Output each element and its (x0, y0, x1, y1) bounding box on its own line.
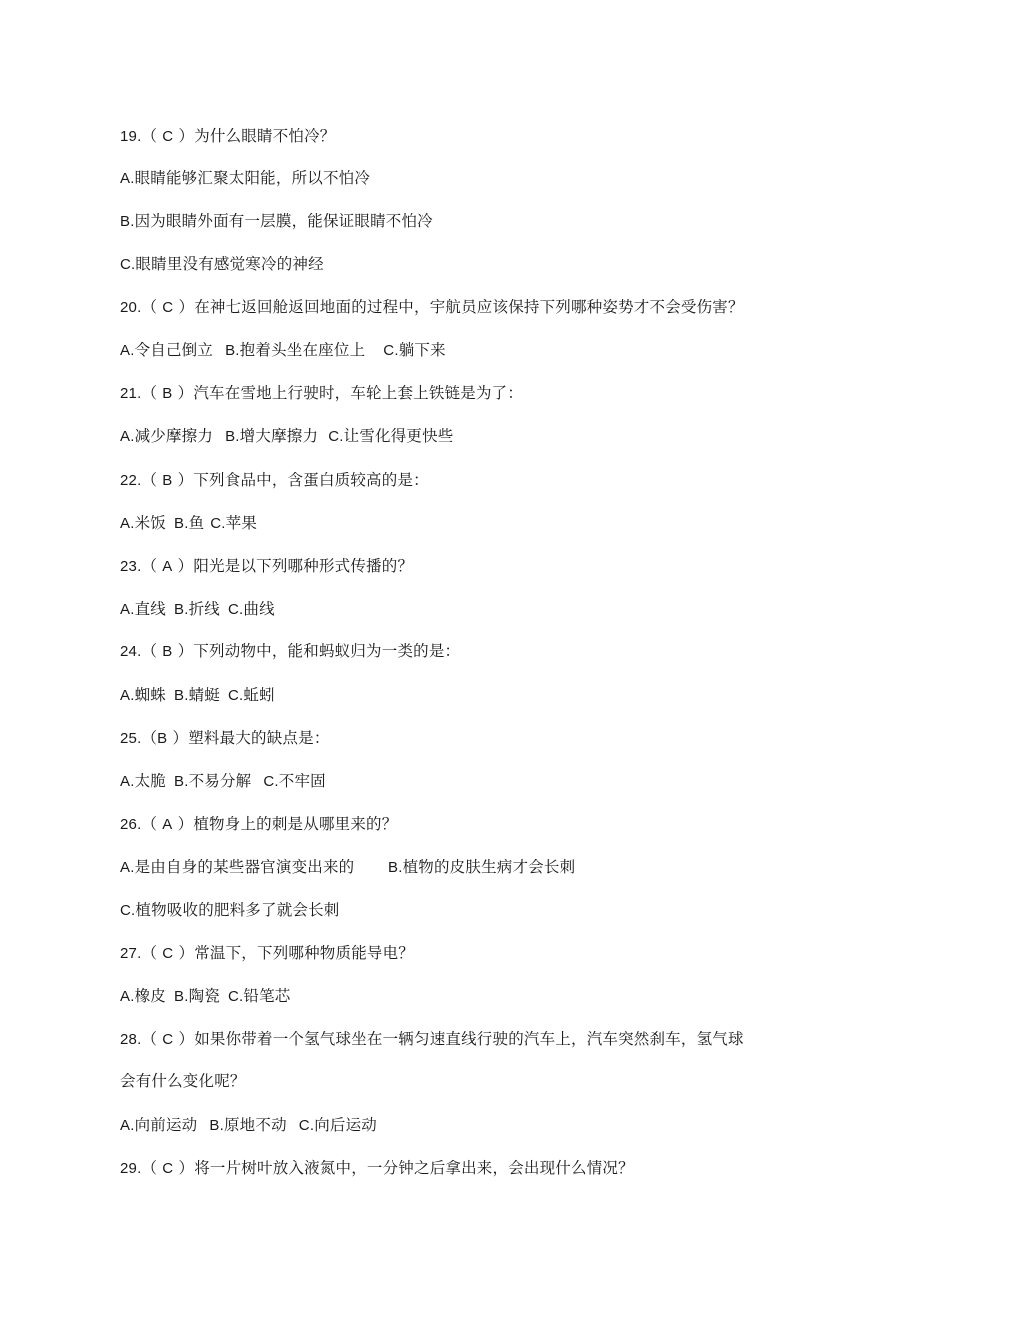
option-text: 增大摩擦力 (239, 427, 319, 445)
answer-close-bracket: ） (177, 642, 194, 660)
option-letter: A. (120, 170, 135, 187)
option-letter: A. (120, 687, 135, 704)
option-text: 直线 (134, 600, 166, 618)
option-text: 是由自身的某些器官演变出来的 (134, 858, 355, 876)
option-text: 因为眼睛外面有一层膜，能保证眼睛不怕冷 (134, 212, 433, 230)
option-text: 铅笔芯 (243, 987, 291, 1005)
option-text: 向前运动 (134, 1116, 198, 1134)
option-line (120, 513, 257, 534)
answer-close-bracket: ） (178, 944, 195, 962)
answer-close-bracket: ） (177, 384, 194, 402)
option-line (120, 857, 354, 878)
question-number: 22. (120, 472, 142, 489)
answer-close-bracket: ） (178, 1159, 195, 1177)
option-text: 蜻蜓 (188, 686, 220, 704)
option-letter: C. (263, 773, 279, 790)
question-number: 28. (120, 1031, 142, 1048)
answer-letter: C (162, 128, 174, 145)
option-letter: B. (173, 515, 189, 532)
question-text: 植物身上的刺是从哪里来的？ (193, 815, 398, 833)
question-28 (120, 1029, 744, 1050)
question-number: 27. (120, 945, 142, 962)
option-letter: B. (120, 213, 135, 230)
answer-open-bracket: （ (141, 384, 158, 402)
option-line (120, 599, 275, 620)
answer-letter: B (162, 472, 173, 489)
option-text: 蚯蚓 (243, 686, 275, 704)
answer-letter: A (162, 816, 173, 833)
answer-close-bracket: ） (172, 729, 189, 747)
question-number: 24. (120, 643, 142, 660)
answer-close-bracket: ） (177, 557, 194, 575)
option-line (120, 340, 446, 361)
answer-letter: A (162, 558, 173, 575)
option-line (120, 211, 433, 232)
option-letter: C. (227, 988, 244, 1005)
answer-letter: C (162, 1031, 174, 1048)
answer-open-bracket: （ (141, 729, 158, 747)
answer-letter: C (162, 945, 174, 962)
option-letter: B. (173, 988, 189, 1005)
option-line (120, 426, 454, 447)
option-text: 曲线 (243, 600, 275, 618)
option-letter: A. (120, 773, 135, 790)
answer-letter: B (162, 385, 173, 402)
question-number: 20. (120, 299, 142, 316)
option-text: 不易分解 (188, 772, 252, 790)
option-line (388, 857, 575, 878)
answer-close-bracket: ） (177, 471, 194, 489)
option-text: 减少摩擦力 (134, 427, 214, 445)
question-28-continued (120, 1071, 246, 1091)
option-letter: B. (225, 342, 240, 359)
option-letter: B. (225, 428, 240, 445)
option-text: 蜘蛛 (134, 686, 166, 704)
option-text: 陶瓷 (188, 987, 220, 1005)
option-letter: A. (120, 601, 135, 618)
answer-open-bracket: （ (141, 298, 158, 316)
option-letter: B. (173, 687, 189, 704)
question-text: 为什么眼睛不怕冷？ (194, 127, 336, 145)
option-text: 苹果 (225, 514, 258, 532)
question-25 (120, 728, 330, 749)
question-23 (120, 556, 413, 577)
question-20 (120, 297, 744, 318)
option-line (120, 254, 324, 275)
question-text: 塑料最大的缺点是： (188, 729, 330, 747)
option-letter: C. (227, 601, 244, 618)
answer-open-bracket: （ (141, 944, 158, 962)
option-text: 躺下来 (398, 341, 446, 359)
answer-open-bracket: （ (141, 557, 158, 575)
option-text: 令自己倒立 (134, 341, 214, 359)
question-number: 23. (120, 558, 142, 575)
answer-open-bracket: （ (141, 1030, 158, 1048)
question-26 (120, 814, 397, 835)
question-27 (120, 943, 414, 964)
question-21 (120, 383, 523, 404)
option-line (120, 1115, 377, 1136)
option-text: 眼睛里没有感觉寒冷的神经 (135, 255, 324, 273)
option-letter: B. (388, 859, 403, 876)
option-letter: B. (209, 1117, 224, 1134)
option-letter: C. (328, 428, 344, 445)
question-22 (120, 470, 429, 491)
answer-close-bracket: ） (178, 298, 195, 316)
option-letter: A. (120, 515, 135, 532)
option-text: 不牢固 (278, 772, 326, 790)
option-letter: A. (120, 428, 135, 445)
question-text-continued: 会有什么变化呢？ (120, 1072, 246, 1090)
question-number: 29. (120, 1160, 142, 1177)
answer-letter: B (162, 643, 173, 660)
option-line (120, 168, 370, 189)
question-number: 26. (120, 816, 142, 833)
option-text: 眼睛能够汇聚太阳能，所以不怕冷 (134, 169, 371, 187)
answer-close-bracket: ） (178, 127, 195, 145)
question-text: 下列动物中，能和蚂蚁归为一类的是： (193, 642, 461, 660)
option-letter: A. (120, 1117, 135, 1134)
option-letter: B. (173, 601, 189, 618)
option-letter: C. (120, 256, 136, 273)
answer-open-bracket: （ (141, 815, 158, 833)
question-text: 如果你带着一个氢气球坐在一辆匀速直线行驶的汽车上，汽车突然刹车，氢气球 (194, 1030, 744, 1048)
option-text: 原地不动 (223, 1116, 287, 1134)
question-text: 常温下，下列哪种物质能导电？ (194, 944, 414, 962)
answer-close-bracket: ） (177, 815, 194, 833)
option-letter: C. (383, 342, 399, 359)
question-number: 19. (120, 128, 142, 145)
question-text: 在神七返回舱返回地面的过程中，宇航员应该保持下列哪种姿势才不会受伤害？ (194, 298, 744, 316)
option-letter: C. (210, 515, 226, 532)
answer-open-bracket: （ (141, 1159, 158, 1177)
answer-open-bracket: （ (141, 642, 158, 660)
option-text: 让雪化得更快些 (343, 427, 454, 445)
answer-open-bracket: （ (141, 127, 158, 145)
question-24 (120, 641, 460, 662)
question-number: 25. (120, 730, 142, 747)
option-line (120, 771, 326, 792)
question-number: 21. (120, 385, 142, 402)
option-line (120, 986, 290, 1007)
question-text: 将一片树叶放入液氮中，一分钟之后拿出来，会出现什么情况？ (194, 1159, 634, 1177)
question-text: 汽车在雪地上行驶时，车轮上套上铁链是为了： (193, 384, 524, 402)
option-text: 折线 (188, 600, 220, 618)
option-text: 向后运动 (314, 1116, 377, 1134)
option-letter: A. (120, 342, 135, 359)
option-letter: A. (120, 988, 135, 1005)
option-text: 植物吸收的肥料多了就会长刺 (135, 901, 340, 919)
option-line (120, 685, 275, 706)
option-text: 抱着头坐在座位上 (239, 341, 366, 359)
answer-letter: B (157, 730, 168, 747)
option-line (120, 900, 340, 921)
answer-close-bracket: ） (178, 1030, 195, 1048)
option-letter: A. (120, 859, 135, 876)
answer-letter: C (162, 1160, 174, 1177)
option-letter: C. (227, 687, 244, 704)
answer-letter: C (162, 299, 174, 316)
answer-open-bracket: （ (141, 471, 158, 489)
option-text: 太脆 (134, 772, 166, 790)
question-29 (120, 1158, 634, 1179)
option-text: 橡皮 (134, 987, 166, 1005)
option-letter: B. (173, 773, 189, 790)
question-text: 下列食品中，含蛋白质较高的是： (193, 471, 429, 489)
option-letter: C. (120, 902, 136, 919)
question-19 (120, 126, 336, 147)
option-text: 植物的皮肤生病才会长刺 (402, 858, 576, 876)
question-text: 阳光是以下列哪种形式传播的？ (193, 557, 414, 575)
option-letter: C. (298, 1117, 315, 1134)
option-text: 米饭 (134, 514, 166, 532)
option-text: 鱼 (188, 514, 205, 532)
